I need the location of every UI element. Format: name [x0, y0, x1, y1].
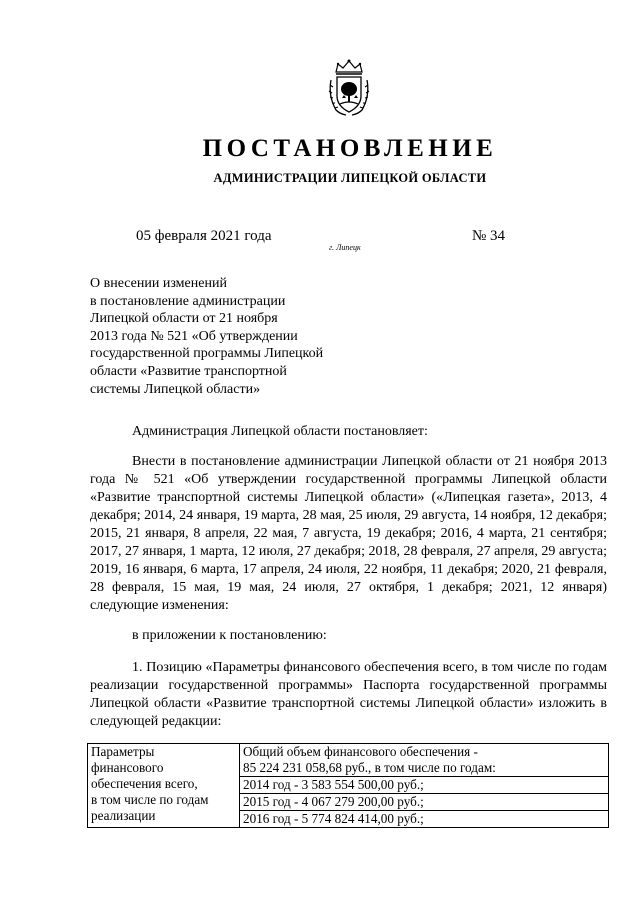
- subject-line: О внесении изменений: [90, 276, 227, 291]
- subject-line: области «Развитие транспортной: [90, 363, 287, 379]
- document-subject: [90, 275, 390, 398]
- subject-line: 2013 года № 521 «Об утверждении: [90, 328, 298, 344]
- paragraph-resolves: Администрация Липецкой области постановляет:: [132, 424, 428, 439]
- table-row: [88, 744, 609, 828]
- financing-year-row: 2015 год - 4 067 279 200,00 руб.;: [240, 794, 608, 811]
- paragraph-appendix: в приложении к постановлению:: [132, 628, 327, 643]
- document-city: г. Липецк: [329, 243, 361, 252]
- subject-line: в постановление администрации: [90, 293, 286, 309]
- subject-line: Липецкой области от 21 ноября: [90, 311, 278, 327]
- subject-line: системы Липецкой области»: [90, 381, 261, 397]
- paragraph-item-1: 1. Позицию «Параметры финансового обеспечения всего, в том числе по годам реализации государственной программы» Паспорта государственной программы Липецкой области «Развитие транспортной системы Липецкой области» изложить в следующей редакции:: [90, 660, 607, 729]
- document-date: 05 февраля 2021 года: [136, 228, 272, 244]
- document-issuer: АДМИНИСТРАЦИИ ЛИПЕЦКОЙ ОБЛАСТИ: [213, 171, 487, 185]
- financing-year-row: 2016 год - 5 774 824 414,00 руб.;: [243, 811, 424, 826]
- document-number: № 34: [472, 228, 506, 244]
- paragraph-amendment: Внести в постановление администрации Липецкой области от 21 ноября 2013 года № 521 «Об утверждении государственной программы Липецкой области «Развитие транспортной системы Липецкой области» («Липецкая газета», 2013, 4 декабря; 2014, 24 января, 19 марта, 28 мая, 25 июля, 29 августа, 14 ноября, 12 декабря; 2015, 21 января, 8 апреля, 22 мая, 7 августа, 19 декабря; 2016, 4 марта, 21 сентября; 2017, 27 января, 1 марта, 12 июля, 27 декабря; 2018, 28 февраля, 27 апреля, 29 августа; 2019, 16 января, 6 марта, 17 апреля, 24 июля, 22 ноября, 11 декабря; 2020, 21 февраля, 28 февраля, 15 мая, 19 мая, 24 июля, 27 октября, 1 декабря; 2021, 12 января) следующие изменения:: [90, 454, 607, 613]
- table-cell-values: [240, 744, 609, 828]
- lipetsk-coat-of-arms-icon: [326, 58, 372, 118]
- financing-year-row: 2014 год - 3 583 554 500,00 руб.;: [240, 777, 608, 794]
- subject-line: государственной программы Липецкой: [90, 346, 324, 362]
- document-title: ПОСТАНОВЛЕНИЕ: [202, 135, 498, 162]
- financing-table: [87, 743, 609, 828]
- financing-total: Общий объем финансового обеспечения - 85 224 231 058,68 руб., в том числе по годам:: [240, 744, 608, 777]
- table-cell-label: Параметры финансового обеспечения всего, в том числе по годам реализации: [88, 744, 240, 828]
